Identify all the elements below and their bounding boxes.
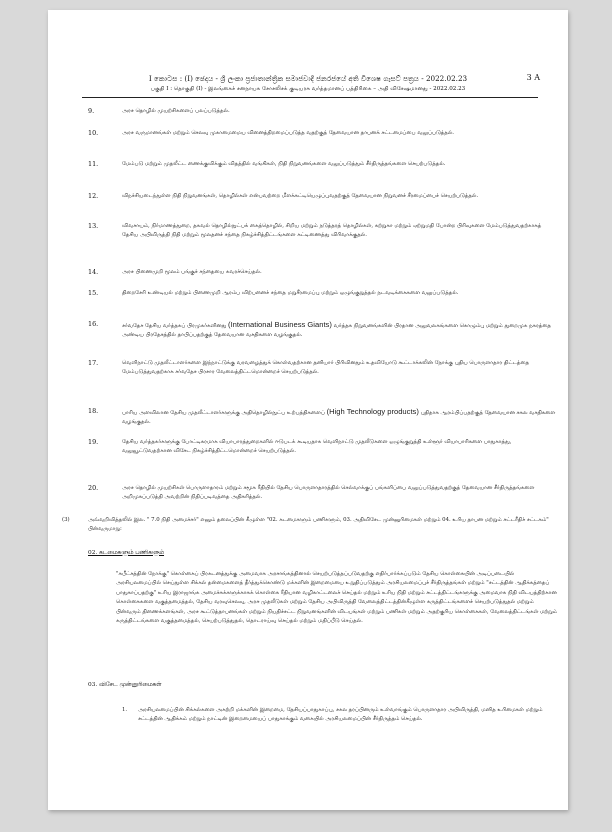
item-text-english: (High Technology products) [326,407,419,416]
para-text: அவ்வறிவித்தலில் இல. " 7.0 நிதி அமைச்சர்" எனும் தலைப்பின் கீழுள்ள "02. கடமைகளும் பணிகளும், 03. அதிவிசேட முன்னுரிமைகள் மற்றும் 04. உரிய தாபன மற்றும் சட்டரீதிச் சட்டகம்" பின்வருமாறு: [88,517,549,533]
item-text-part: வர்த்தக நிறுவனங்களின் பிரதான அலுவலகங்களை கொழும்பு மற்றும் துறைமுக நகரத்தை அண்டிய பிரதேசத்தில் தாபிப்பதற்குத் தேவையான வசதிகளை வழங்குதல். [122,323,551,339]
item-number: 16. [88,320,99,328]
item-text: அரச பிணைமுறி மூலம் பங்குச் சந்தையை கவரச்செய்தல். [122,269,262,275]
item-text: அரச வருமானங்கள் மற்றும் செலவு முகாமைமைய வினைத்திறமைப்படுத்த வதற்குத் தேவையான தாபனக் சட்டமைப்பை வலுப்படுத்தல். [122,130,455,136]
item-number: 20. [88,484,99,492]
header-tamil: பகுதி I : தொகுதி (I) - இலங்கைச் சனநாயக சோசலிசக் குடியரசு வர்த்தமானப் பத்திரிகை – அதி விசேஷமானது - 2022.02.23 [150,86,466,92]
item-text [122,407,558,428]
item-text: வெளிநாட்டு முதலீட்டாளர்களை இந்நாட்டுக்கு வரவழைத்துக் கொள்வதற்கான தனியார் பிரிவினதும் உதவியோடு கூட்டாக்கலின் நோக்கு புதிய பொருளாதார திட்டத்தை மேம்படுத்துவதற்காக சர்வதேச பிரசார வேலைத்திட்டமொன்றைச் செயற்படுத்தல். [122,360,530,376]
item-number: 15. [88,289,99,297]
item-text: அரச தொழில் முயற்சிகளைப் பலப்படுத்தல். [122,108,230,114]
gazette-page [48,10,568,810]
item-number: 9. [88,107,95,115]
section-heading: 02. கடமைகளும் பணிகளும் [88,550,165,556]
item-number: 11. [88,160,99,168]
item-number: 12. [88,192,99,200]
page-number: 3 A [526,73,540,82]
section-heading: 03. விசேட முன்னுரிமைகள் [88,682,162,688]
item-number: 10. [88,129,99,137]
item-number: 18. [88,407,99,415]
item-number: 17. [88,359,99,367]
item-text: விவசாயம், நிர்மாணத்துறை, தகவல் தொழில்நுட்பக் கைத்தொழில், சிறிய மற்றும் நடுத்தரத் தொழில்கள், கற்றுகா மற்றும் ஏற்றுமதி போன்ற பிரிவுகளை மேம்படுத்துவதற்காகத் தேசிய அபிவிருத்தி நிதி மற்றும் மூலதனச் சந்தை நிகழ்ச்சித்திட்டங்களை கட்டிணைத்து விரிவாக்குதல். [122,223,542,239]
item-text-part: புதிதாக ஆரம்பிப்பதற்குத் தேவையான சகல வசதிகளை வழங்குதல். [122,410,556,426]
item-text: மேம்படு மற்றும் முதலீட்ட ணைக்குவிக்கும் விதத்தில் வங்கிகள், நிதி நிறுவனங்களை வலுப்படுத்தும் சீர்திருத்தங்களை செயற்படுத்தல். [122,161,446,167]
header-rule [82,97,538,98]
para-marker: (3) [62,517,70,523]
item-text: விநச்சியடைந்துள்ள நிதி நிறுவனங்கள், தொழில்கள் என்பவற்றை மீளக்கட்டியெழுப்புவதற்குத் தேவையான நிறுவனச் சீரமைப்பைச் செயற்படுத்தல். [122,193,479,199]
item-text-part: பாரிய அளவிலான தேசிய முதலீட்டாளர்களுக்கு அதிதொழில்நுட்ப உற்பத்திகளைப் [122,410,325,416]
item-text: தேசிய வர்த்தகர்களுக்கு போட்டிகரமாக வியாபாரத்துறைகளில் ஈடுபடக் கூடியதாக வெளிநாட்டு முதலீடுகளை ஒழுங்குறுத்தி உள்ளூர் வியாபாரிகளை பாதுகாத்து, வலுவூட்டுவதற்கான விசேட நிகழ்ச்சித்திட்டமொன்றைச் செயற்படுத்தல். [122,439,512,455]
item-text [122,320,558,341]
item-number: 19. [88,438,99,446]
item-text-part: சர்வதேச தேசிய வர்த்தகப் பிரமுகர்களினது [122,323,227,329]
section-text: "சுபீட்சத்தின் நோக்கு" கொள்கைப் பிரகடனத்துக்கு அமைவாக அரசாங்கத்தினால் செயற்படுத்தப்படுவதற்கு எதிர்பார்க்கப்படும் தேசிய கொள்கையின் அடிப்படையில் அரசியலமைப்பில் செய்துள்ள சிக்கல் தன்மைகளைத் தீர்த்துக்கொண்டு மக்களின் இறைமையை உறுதிப்படுத்தும் அரசியலமைப்புச் சீர்திருத்தங்கள் மற்றும் "சட்டத்தின் ஆதிக்கத்தைப் பாதுகாப்பதற்கு" உரிய இராஜாங்க அமைச்சுக்களுக்காகக் கொள்கை ரீதியான வழிகாட்டலைச் செய்தல் மற்றும் உரிய நிதி மற்றும் சட்டத்திட்டங்களுக்கு அமைவாக நிதி விடயத்திற்கான கொள்கைகளை வகுத்தமைத்தல், தேசிய வரவுசெலவு, அரச முதலீடுகள் மற்றும் தேசிய அபிவிருத்தி வேலைத்திட்டத்தின்கீழுள்ள கருத்திட்டங்களைச் செயற்படுத்துதல் மற்றும் பின்வரும் திணைக்களங்கள், அரச கூட்டுத்தாபனங்கள் மற்றும் நியதிச்சட்ட நிறுவனங்களின் விடயங்கள் மற்றும் பணிகள் மற்றும் அதற்குரிய கொள்கைகள், வேலைத்திட்டங்கள் மற்றும் கருத்திட்டங்களை வகுத்தமைத்தல், செயற்படுத்துதல், தொடராய்வு செய்தல் மற்றும் மதிப்பீடு செய்தல். [116,571,557,625]
item-text: திறைசேரி உண்டியல் மற்றும் பிணைமுறி ஆரம்ப விற்பனைச் சந்தை மறுசீரமைப்பு மற்றும் ஒழுங்குறுத்தல் நடவடிக்கைகளை வலுப்படுத்தல். [122,290,459,296]
item-text: அரசியலமைப்பின் சிக்கல்களை அகற்றி மக்களின் இறைமை, தேசியப்பாதுகாப்பு, சகல தரப்பினரும் உள்வாங்கும் பொருளாதார அபிவிருத்தி, மனித உரிமைகள் மற்றும் சட்டத்தின் ஆதிக்கம் மற்றும் நாட்டின் இறைமையைப் பாதுகாக்கும் வகையில் அரசியலமைப்பின் சீர்திருத்தம் செய்தல். [138,707,543,723]
header-sinhala: I කොටස : (I) ඡෙදය - ශ්‍රී ලංකා ප්‍රජාතාන්ත්‍රික සමාජවාදී ජනරජයේ අති විශෙෂ ගැසට් පත්‍රය - 2022.02.23 [148,74,468,83]
item-number: 14. [88,268,99,276]
item-text: அரச தொழில் முயற்சிகள் பொருளாதாரம் மற்றும் சமூக ரீதியில் தேசிய பொருளாதாரத்தில் செல்வாக்குப் பங்களிப்பை வலுப்படுத்துவதற்குத் தேவையான சீர்திருத்தங்களை அறிமுகப்படுத்தி அவற்றின் நிதிப்படிவத்தை அதிகரித்தல். [122,485,535,501]
item-text-english: (International Business Giants) [228,320,332,329]
item-number: 1. [122,707,128,713]
item-number: 13. [88,222,99,230]
